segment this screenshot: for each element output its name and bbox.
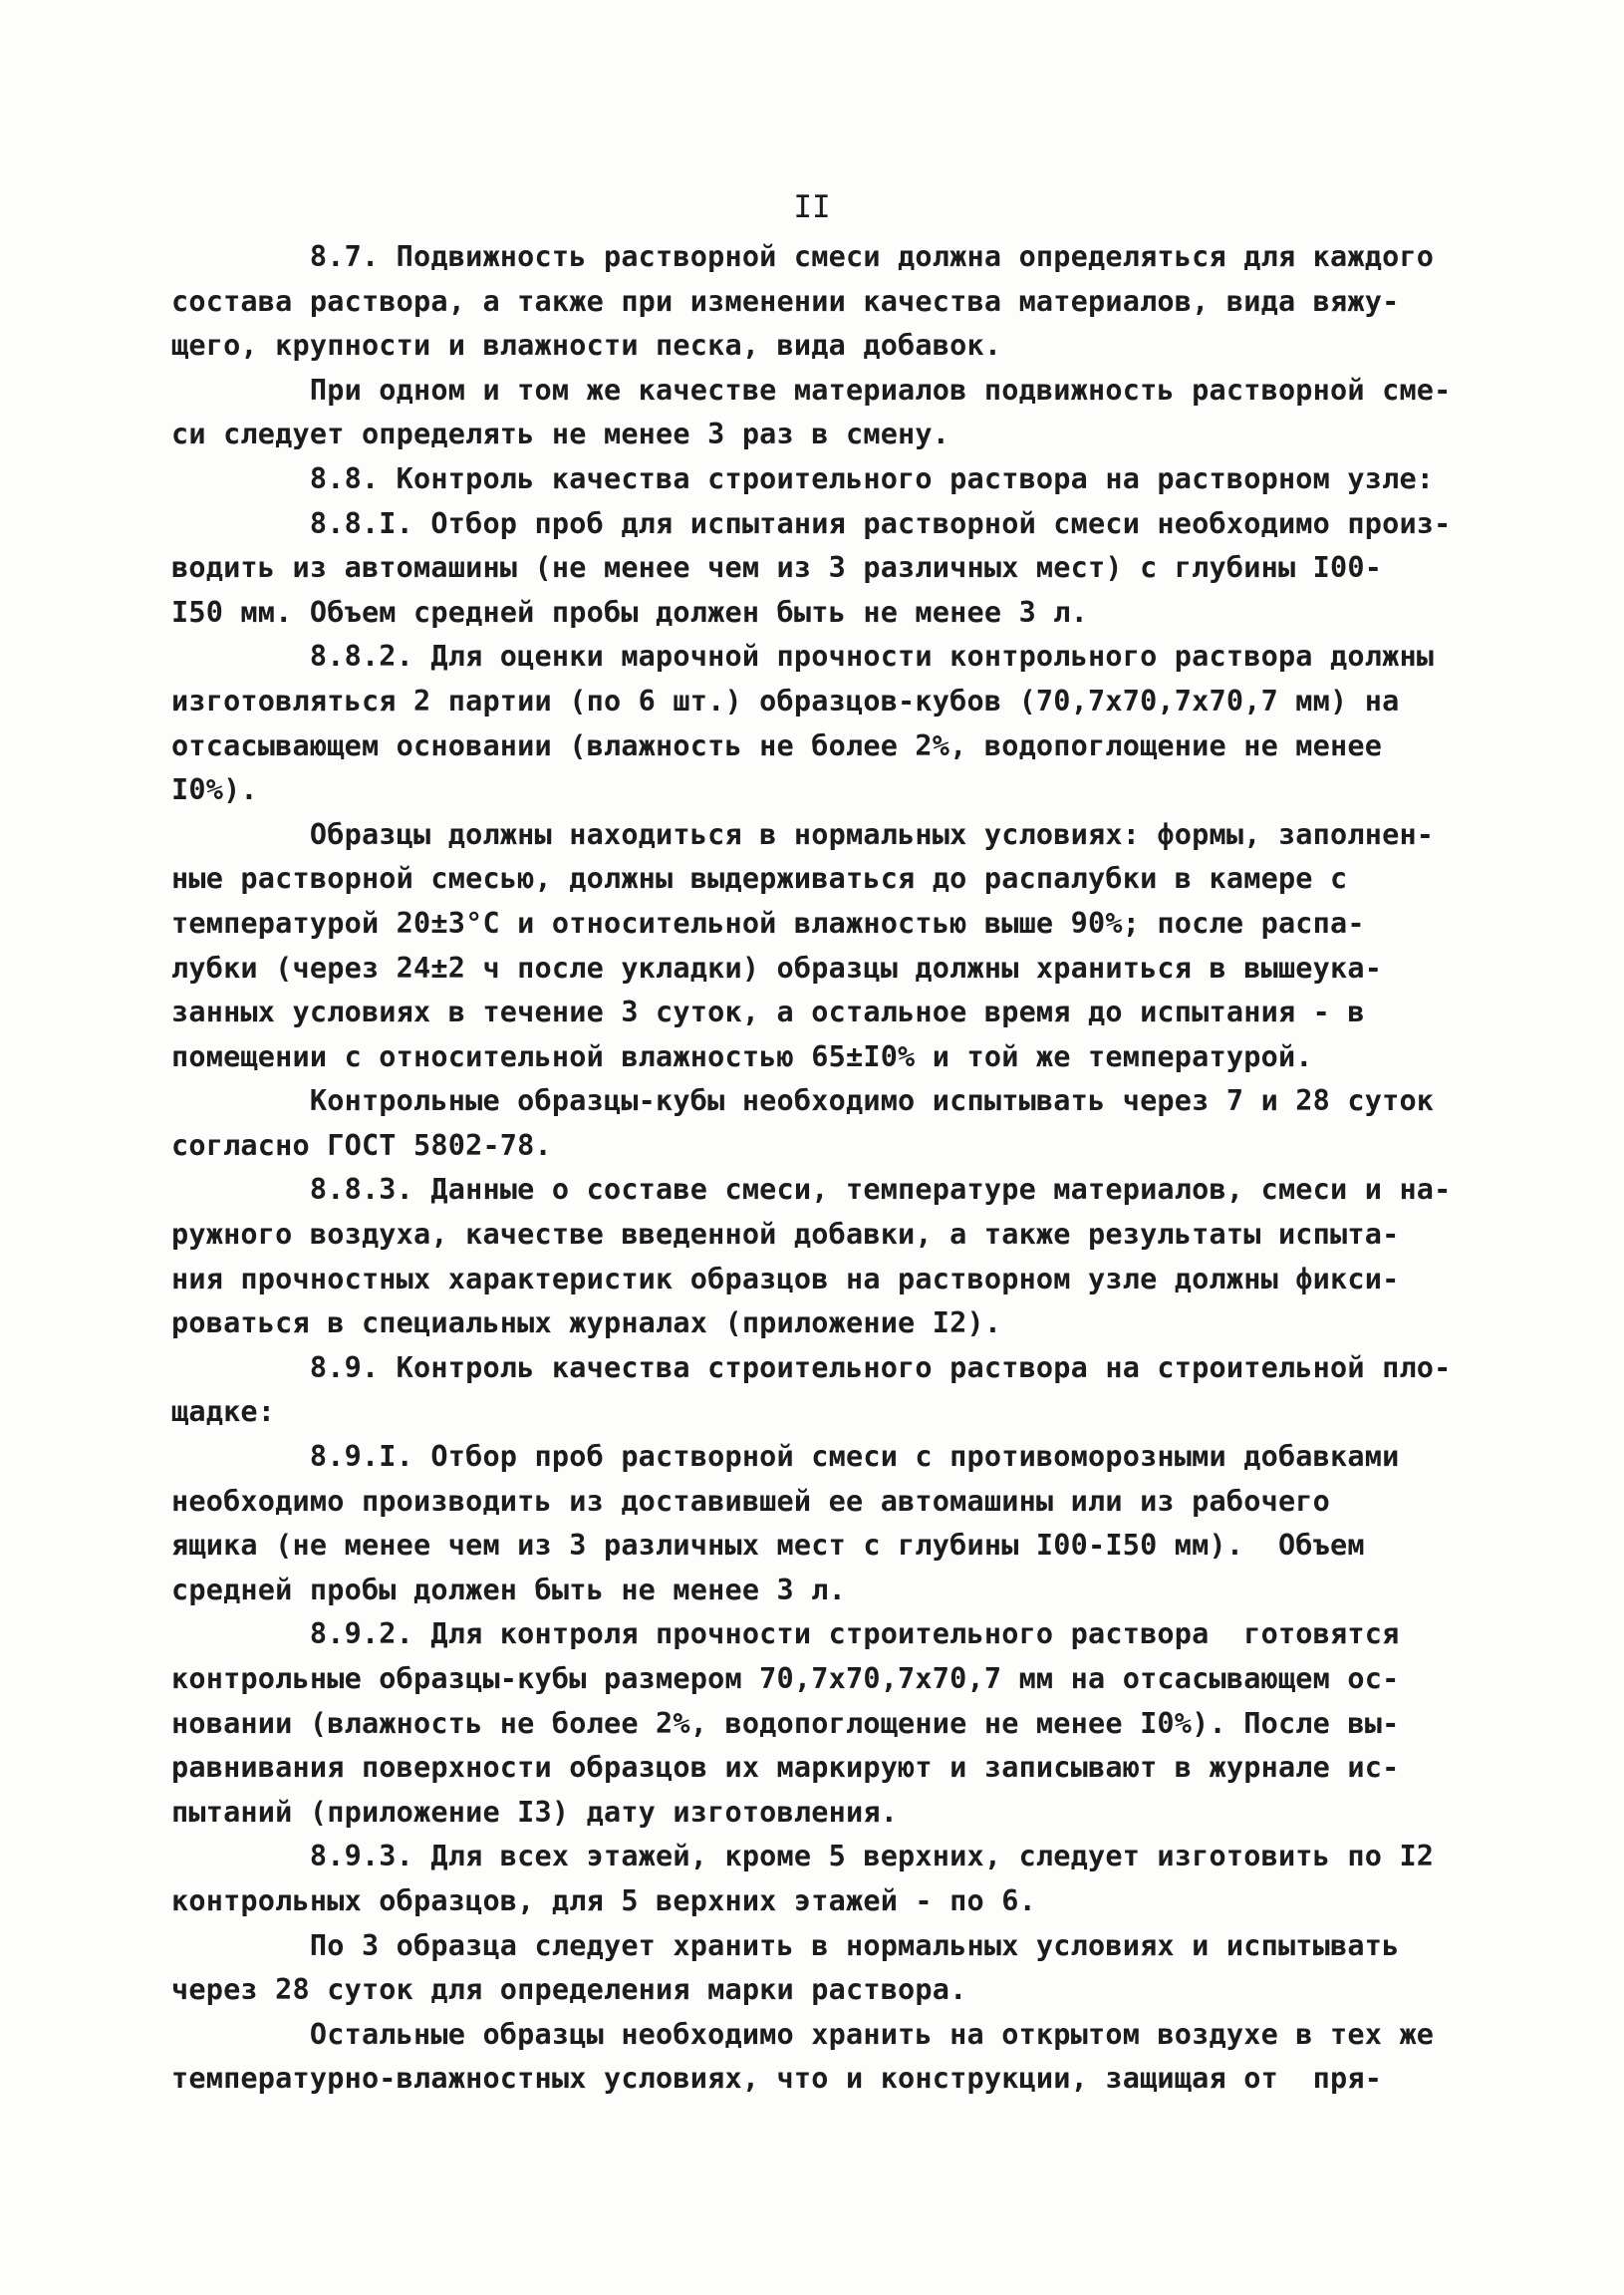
document-body: [171, 235, 1467, 2102]
text-line: контрольные образцы-кубы размером 70,7x70,7x70,7 мм на отсасывающем ос-: [171, 1662, 1400, 1695]
text-line: ящика (не менее чем из 3 различных мест с глубины I00-I50 мм). Объем: [171, 1529, 1365, 1563]
text-line: средней пробы должен быть не менее 3 л.: [171, 1573, 846, 1606]
text-line: лубки (через 24±2 ч после укладки) образцы должны храниться в вышеука-: [171, 951, 1383, 985]
text-line: новании (влажность не более 2%, водопоглощение не менее I0%). После вы-: [171, 1706, 1400, 1740]
text-line: через 28 суток для определения марки раствора.: [171, 1973, 967, 2007]
text-line: водить из автомашины (не менее чем из 3 различных мест) с глубины I00-: [171, 551, 1383, 585]
text-line: отсасывающем основании (влажность не более 2%, водопоглощение не менее: [171, 728, 1383, 762]
text-line: равнивания поверхности образцов их маркируют и записывают в журнале ис-: [171, 1751, 1400, 1785]
text-line: 8.9.3. Для всех этажей, кроме 5 верхних, следует изготовить по I2: [171, 1840, 1435, 1873]
text-line: 8.8.3. Данные о составе смеси, температуре материалов, смеси и на-: [171, 1173, 1452, 1207]
text-line: Остальные образцы необходимо хранить на открытом воздухе в тех же: [171, 2017, 1435, 2051]
text-line: си следует определять не менее 3 раз в смену.: [171, 418, 950, 451]
text-line: 8.9. Контроль качества строительного раствора на строительной пло-: [171, 1350, 1452, 1384]
text-line: изготовляться 2 партии (по 6 шт.) образцов-кубов (70,7x70,7x70,7 мм) на: [171, 684, 1400, 717]
text-line: состава раствора, а также при изменении качества материалов, вида вяжу-: [171, 284, 1400, 318]
text-line: 8.8. Контроль качества строительного раствора на растворном узле:: [171, 461, 1435, 495]
text-line: щего, крупности и влажности песка, вида добавок.: [171, 329, 1002, 363]
text-line: ния прочностных характеристик образцов на растворном узле должны фикси-: [171, 1262, 1400, 1295]
text-line: ружного воздуха, качестве введенной добавки, а также результаты испыта-: [171, 1218, 1400, 1252]
text-line: По 3 образца следует хранить в нормальных условиях и испытывать: [171, 1928, 1400, 1962]
text-line: Образцы должны находиться в нормальных условиях: формы, заполнен-: [171, 817, 1435, 851]
text-line: роваться в специальных журналах (приложение I2).: [171, 1306, 1002, 1340]
text-line: необходимо производить из доставившей ее автомашины или из рабочего: [171, 1484, 1331, 1518]
text-line: щадке:: [171, 1395, 276, 1429]
text-line: 8.8.2. Для оценки марочной прочности контрольного раствора должны: [171, 640, 1435, 674]
text-line: Контрольные образцы-кубы необходимо испытывать через 7 и 28 суток: [171, 1084, 1435, 1118]
text-line: 8.9.2. Для контроля прочности строительного раствора готовятся: [171, 1617, 1400, 1651]
text-line: 8.9.I. Отбор проб растворной смеси с противоморозными добавками: [171, 1440, 1400, 1474]
text-line: ные растворной смесью, должны выдерживаться до распалубки в камере с: [171, 862, 1348, 896]
text-line: I0%).: [171, 773, 258, 807]
text-line: I50 мм. Объем средней пробы должен быть не менее 3 л.: [171, 595, 1088, 629]
text-line: 8.8.I. Отбор проб для испытания растворной смеси необходимо произ-: [171, 506, 1452, 540]
text-line: занных условиях в течение 3 суток, а остальное время до испытания - в: [171, 996, 1365, 1029]
text-line: помещении с относительной влажностью 65±I0% и той же температурой.: [171, 1039, 1313, 1073]
text-line: пытаний (приложение I3) дату изготовления.: [171, 1795, 899, 1829]
text-line: При одном и том же качестве материалов подвижность растворной сме-: [171, 373, 1452, 407]
text-line: температурно-влажностных условиях, что и конструкции, защищая от пря-: [171, 2062, 1383, 2096]
text-line: температурой 20±3°С и относительной влажностью выше 90%; после распа-: [171, 906, 1365, 940]
text-line: контрольных образцов, для 5 верхних этажей - по 6.: [171, 1883, 1036, 1917]
text-line: 8.7. Подвижность растворной смеси должна определяться для каждого: [171, 240, 1435, 273]
text-line: согласно ГОСТ 5802-78.: [171, 1128, 552, 1162]
page-number: II: [793, 189, 831, 225]
